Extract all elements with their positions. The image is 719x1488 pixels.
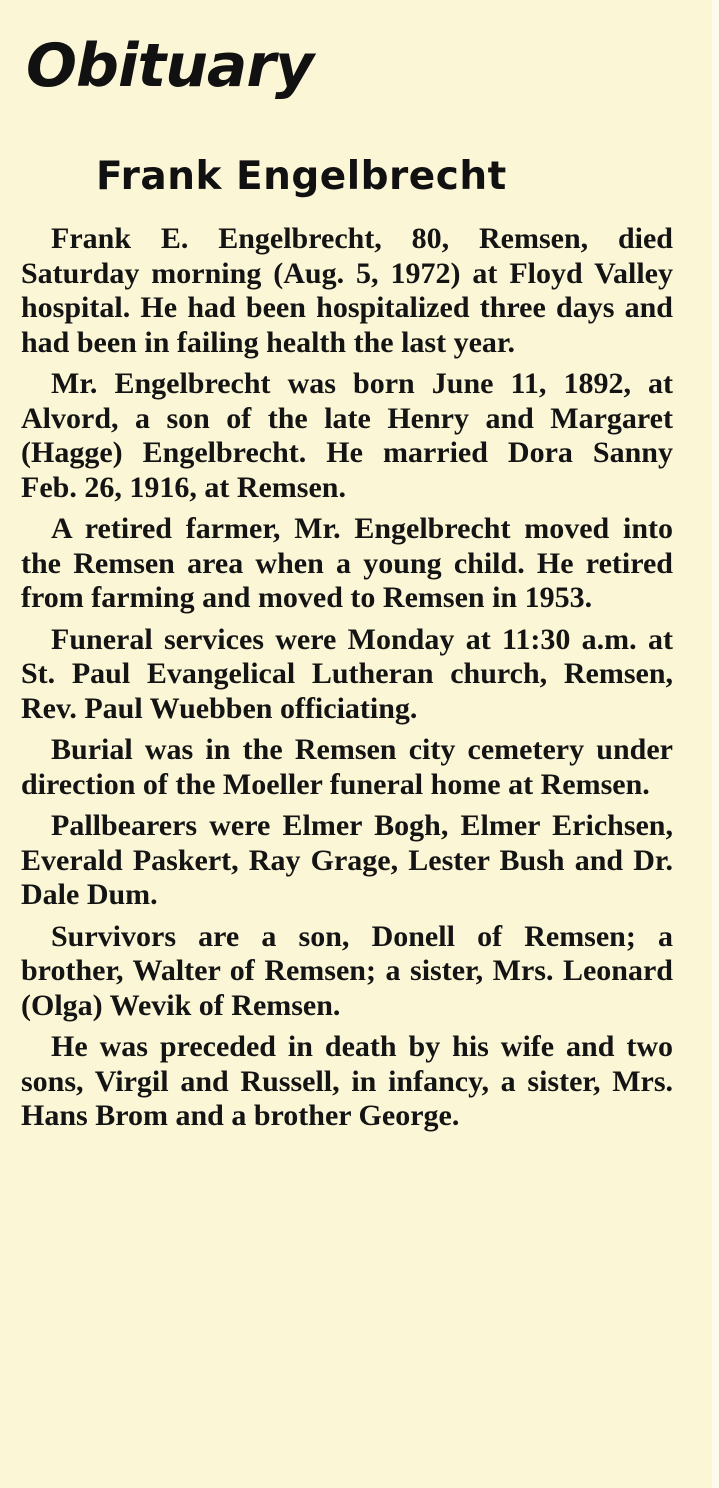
paragraph-survivors: Survivors are a son, Donell of Remsen; a brother, Walter of Remsen; a sister, Mrs. Leonard (Olga) Wevik of Remsen. [21, 919, 673, 1022]
obituary-body [21, 222, 673, 1141]
paragraph-funeral-services: Funeral services were Monday at 11:30 a.m. at St. Paul Evangelical Lutheran church, Remsen, Rev. Paul Wuebben officiating. [21, 622, 673, 725]
paragraph-death-notice: Frank E. Engelbrecht, 80, Remsen, died Saturday morning (Aug. 5, 1972) at Floyd Valley hospital. He had been hospitalized three days and had been in failing health the last year. [21, 222, 673, 359]
paragraph-occupation: A retired farmer, Mr. Engelbrecht moved into the Remsen area when a young child. He retired from farming and moved to Remsen in 1953. [21, 512, 673, 614]
section-heading: Obituary [26, 31, 314, 101]
page-edge [712, 0, 719, 1488]
paragraph-preceded-in-death: He was preceded in death by his wife and two sons, Virgil and Russell, in infancy, a sister, Mrs. Hans Brom and a brother George. [21, 1030, 673, 1132]
paragraph-birth-marriage: Mr. Engelbrecht was born June 11, 1892, at Alvord, a son of the late Henry and Margaret (Hagge) Engelbrecht. He married Dora Sanny Feb. 26, 1916, at Remsen. [21, 367, 673, 504]
paragraph-burial: Burial was in the Remsen city cemetery under direction of the Moeller funeral home at Remsen. [21, 733, 673, 801]
paragraph-pallbearers: Pallbearers were Elmer Bogh, Elmer Erichsen, Everald Paskert, Ray Grage, Lester Bush and Dr. Dale Dum. [21, 809, 673, 911]
deceased-name-headline: Frank Engelbrecht [96, 154, 507, 199]
